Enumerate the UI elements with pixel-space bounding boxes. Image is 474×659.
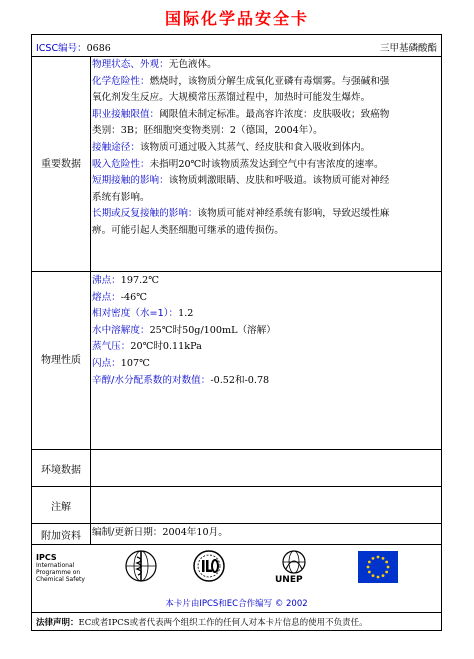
section-label-additional: 附加资料 <box>41 531 81 542</box>
text-line <box>92 306 276 323</box>
field-value: 无色液体。 <box>168 59 217 70</box>
disclaimer-text: EC或者IPCS或者代表两个组织工作的任何人对本卡片信息的使用不负责任。 <box>78 618 368 628</box>
field-key: 物理状态、外观： <box>92 59 169 70</box>
text-line <box>92 74 389 91</box>
field-key: 职业接触限值： <box>92 108 160 120</box>
field-key: 长期或反复接触的影响： <box>92 208 198 220</box>
eu-flag-icon <box>358 551 398 583</box>
eu-star-icon <box>385 571 388 574</box>
field-value: 未指明20℃时该物质蒸发达到空气中有害浓度的速率。 <box>149 158 384 170</box>
text-line <box>92 90 389 107</box>
text-line <box>92 339 276 356</box>
field-key: 短期接触的影响： <box>92 175 169 187</box>
field-key: 化学危险性： <box>92 75 150 87</box>
divider <box>32 544 441 545</box>
field-value: 阈限值未制定标准。最高容许浓度：皮肤吸收；致癌物 <box>159 108 390 120</box>
field-key: 相对密度（水=1）： <box>92 308 179 320</box>
substance-name: 三甲基磷酸酯 <box>379 43 437 54</box>
text-line <box>92 290 276 307</box>
field-value: 痹。可能引起人类胚细胞可继承的遗传损伤。 <box>92 224 284 236</box>
eu-star-icon <box>367 566 370 569</box>
eu-star-icon <box>368 571 371 574</box>
text-line <box>92 356 276 373</box>
text-line <box>92 107 389 124</box>
icsc-label: ICSC编号： <box>36 43 87 54</box>
additional-text: 编制/更新日期：2004年10月。 <box>92 527 228 538</box>
unep-emblem-icon <box>277 549 311 575</box>
field-value: 该物质刺激眼睛、皮肤和呼吸道。该物质可能对神经 <box>168 175 390 187</box>
important-data-body <box>92 57 389 240</box>
field-key: 蒸气压： <box>92 341 131 353</box>
text-line <box>92 173 389 190</box>
eu-star-icon <box>387 566 390 569</box>
card-title: 国际化学品安全卡 <box>164 9 309 28</box>
text-line <box>92 190 389 207</box>
eu-star-icon <box>377 576 380 579</box>
field-value: 107℃ <box>120 357 150 369</box>
icsc-number: 0686 <box>86 43 111 54</box>
field-value: -46℃ <box>120 291 147 303</box>
physical-properties-body <box>92 273 276 389</box>
field-value: 燃烧时，该物质分解生成氧化亚磷有毒烟雾。与强碱和强 <box>149 75 390 87</box>
field-value: 系统有影响。 <box>92 191 150 203</box>
divider <box>32 449 441 450</box>
text-line <box>92 57 389 74</box>
field-key: 辛醇/水分配系数的对数值： <box>92 374 211 386</box>
section-label-environment: 环境数据 <box>41 465 81 476</box>
text-line <box>92 123 389 140</box>
divider <box>32 486 441 487</box>
field-key: 闪点： <box>92 357 121 369</box>
field-key: 接触途径： <box>92 141 140 153</box>
text-line <box>92 273 276 290</box>
disclaimer-label: 法律声明： <box>36 618 79 628</box>
field-value: 1.2 <box>178 308 194 320</box>
text-line <box>92 157 389 174</box>
eu-star-icon <box>385 561 388 564</box>
field-key: 熔点： <box>92 291 121 303</box>
field-value: 该物质可通过吸入其蒸气、经皮肤和食入吸收到体内。 <box>139 141 371 153</box>
text-line <box>92 323 276 340</box>
field-key: 水中溶解度： <box>92 324 150 336</box>
unep-label: UNEP <box>275 575 303 585</box>
field-key: 吸入危险性： <box>92 158 150 170</box>
who-emblem-icon <box>124 549 158 583</box>
ipcs-line: Programme on <box>36 569 81 576</box>
text-line <box>92 223 389 240</box>
card-table <box>31 34 442 631</box>
eu-star-icon <box>372 574 375 577</box>
legal-disclaimer <box>36 616 368 628</box>
eu-star-icon <box>372 557 375 560</box>
ipcs-acronym: IPCS <box>36 553 57 562</box>
field-value: -0.52和-0.78 <box>210 374 270 386</box>
copyright-line: 本卡片由IPCS和EC合作编写 © 2002 <box>165 599 308 609</box>
column-divider <box>90 56 91 544</box>
section-label-physical: 物理性质 <box>41 355 81 366</box>
text-line <box>92 140 389 157</box>
eu-star-icon <box>382 557 385 560</box>
ipcs-line: International <box>36 562 75 569</box>
ipcs-line: Chemical Safety <box>36 576 85 583</box>
section-label-notes: 注解 <box>51 502 71 513</box>
field-value: 20℃时0.11kPa <box>130 341 202 353</box>
divider <box>32 271 441 272</box>
divider <box>32 612 441 613</box>
field-value: 类别：3B；胚细胞突变物类别：2（德国，2004年）。 <box>92 125 323 137</box>
eu-star-icon <box>382 574 385 577</box>
field-value: 25℃时50g/100mL（溶解） <box>149 324 276 336</box>
text-line <box>92 373 276 390</box>
field-value: 该物质可能对神经系统有影响，导致迟缓性麻 <box>197 208 390 220</box>
field-value: 197.2℃ <box>120 275 159 286</box>
ilo-emblem-icon <box>192 549 226 583</box>
eu-star-icon <box>377 556 380 559</box>
field-value: 氧化剂发生反应。大规模常压蒸馏过程中，加热时可能发生爆炸。 <box>92 92 371 104</box>
field-key: 沸点： <box>92 275 121 286</box>
divider <box>32 523 441 524</box>
eu-star-icon <box>368 561 371 564</box>
text-line <box>92 206 389 223</box>
section-label-important: 重要数据 <box>41 159 81 170</box>
ipcs-logo <box>36 553 85 583</box>
icsc-number-row <box>36 40 111 54</box>
